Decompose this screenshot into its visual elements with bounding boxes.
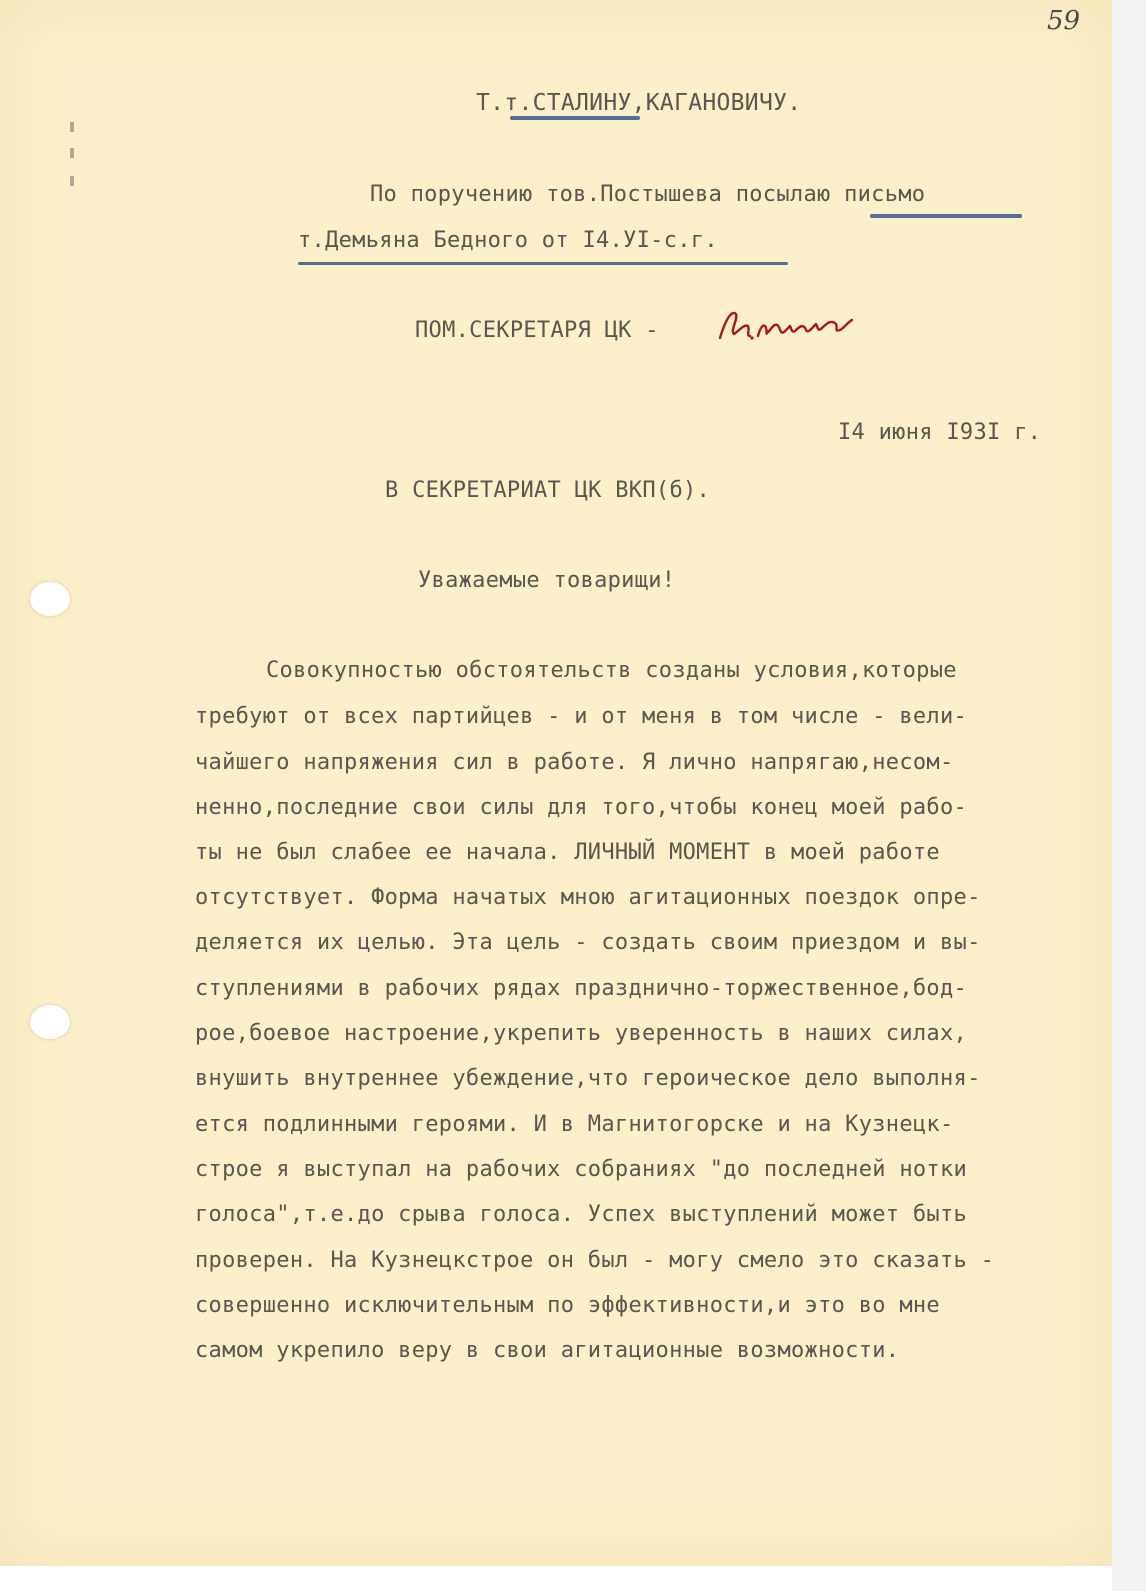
body-line: ступлениями в рабочих рядах празднично-торжественное,бод- <box>195 976 968 1001</box>
body-line: требуют от всех партийцев - и от меня в том числе - вели- <box>195 704 968 729</box>
handwritten-signature <box>712 300 862 350</box>
margin-mark <box>70 122 74 132</box>
assistant-secretary-line: ПОМ.СЕКРЕТАРЯ ЦК - <box>415 318 659 343</box>
body-line: совершенно исключительным по эффективности,и это во мне <box>195 1293 940 1318</box>
body-line: рое,боевое настроение,укрепить уверенность в наших силах, <box>195 1021 968 1046</box>
body-line: строе я выступал на рабочих собраниях "до последней нотки <box>195 1157 968 1182</box>
body-line: самом укрепило веру в свои агитационные возможности. <box>195 1338 900 1363</box>
letter-date: I4 июня I93I г. <box>838 420 1042 445</box>
blue-underline-stalin <box>510 116 640 120</box>
margin-mark <box>70 176 74 186</box>
archive-page-number: 59 <box>1047 6 1081 36</box>
body-line: чайшего напряжения сил в работе. Я лично напрягаю,несом- <box>195 750 954 775</box>
body-line: внушить внутреннее убеждение,что героическое дело выполня- <box>195 1066 981 1091</box>
body-line: голоса",т.е.до срыва голоса. Успех выступлений может быть <box>195 1202 968 1227</box>
body-line: Совокупностью обстоятельств созданы условия,которые <box>266 658 957 683</box>
cover-note-line-2: т.Демьяна Бедного от I4.УI-с.г. <box>298 228 718 253</box>
body-line: ется подлинными героями. И в Магнитогорске и на Кузнецк- <box>195 1112 954 1137</box>
margin-mark <box>70 148 74 158</box>
punch-hole-upper <box>30 582 70 616</box>
letter-salutation: Уважаемые товарищи! <box>418 568 676 593</box>
punch-hole-lower <box>30 1005 70 1039</box>
letter-recipient: В СЕКРЕТАРИАТ ЦК ВКП(б). <box>385 478 711 503</box>
blue-underline-pismo <box>870 214 1022 218</box>
body-line: ненно,последние свои силы для того,чтобы конец моей рабо- <box>195 795 968 820</box>
addressee-line: Т.т.СТАЛИНУ,КАГАНОВИЧУ. <box>476 90 802 116</box>
body-line: деляется их целью. Эта цель - создать своим приездом и вы- <box>195 930 981 955</box>
body-line: ты не был слабее ее начала. ЛИЧНЫЙ МОМЕНТ в моей работе <box>195 840 940 865</box>
body-line: отсутствует. Форма начатых мною агитационных поездок опре- <box>195 885 981 910</box>
page-edge <box>1112 0 1146 1591</box>
cover-note-line-1: По поручению тов.Постышева посылаю письмо <box>370 182 926 207</box>
blue-underline-cover-line-2 <box>298 262 788 265</box>
body-line: проверен. На Кузнецкстрое он был - могу смело это сказать - <box>195 1248 995 1273</box>
